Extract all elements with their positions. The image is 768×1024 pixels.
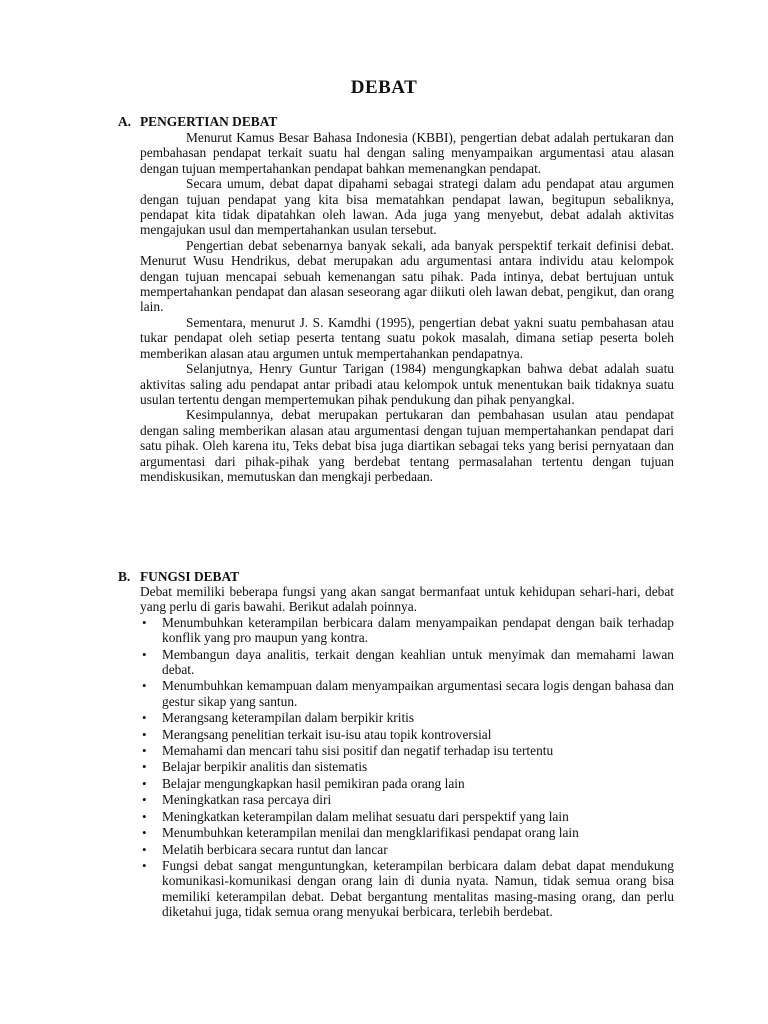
section-a-title: PENGERTIAN DEBAT: [140, 114, 278, 129]
section-a-letter: A.: [118, 114, 132, 129]
bullet-icon: •: [142, 614, 147, 630]
list-item: [140, 858, 674, 920]
bullet-icon: •: [142, 841, 147, 857]
bullet-icon: •: [142, 678, 147, 694]
list-item-text: Merangsang penelitian terkait isu-isu atau topik kontroversial: [162, 726, 492, 742]
list-item-text: Menumbuhkan keterampilan menilai dan mengklarifikasi pendapat orang lain: [162, 825, 579, 841]
section-b-body: [140, 584, 674, 921]
list-item: [140, 727, 674, 742]
list-item: [140, 825, 674, 840]
list-item-text: Merangsang keterampilan dalam berpikir kritis: [162, 710, 415, 726]
list-item-text: Membangun daya analitis, terkait dengan keahlian untuk menyimak dan memahami lawan debat.: [162, 646, 674, 678]
list-item-text: Meningkatkan keterampilan dalam melihat sesuatu dari perspektif yang lain: [162, 808, 569, 824]
list-item-text: Memahami dan mencari tahu sisi positif dan negatif terhadap isu tertentu: [162, 743, 554, 759]
bullet-icon: •: [142, 808, 147, 824]
section-b-letter: B.: [118, 569, 131, 584]
section-a-heading: [118, 114, 277, 129]
section-a-body: [140, 130, 674, 484]
paragraph: Kesimpulannya, debat merupakan pertukaran dan pembahasan usulan atau pendapat dengan saling memberikan alasan atau argumentasi dengan tujuan mempertahankan pendapat dari satu pihak. Oleh karena itu, Teks debat bisa juga diartikan sebagai teks yang berisi pernyataan dan argumentasi dari pihak-pihak yang berdebat tentang permasalahan tertentu dengan tujuan mendiskusikan, memutuskan dan mengkaji perbedaan.: [140, 407, 674, 484]
bullet-icon: •: [142, 857, 147, 873]
section-b-intro: Debat memiliki beberapa fungsi yang akan sangat bermanfaat untuk kehidupan sehari-hari, debat yang perlu di garis bawahi. Berikut adalah poinnya.: [140, 584, 674, 615]
list-item: [140, 759, 674, 774]
section-b-heading: [118, 569, 239, 584]
bullet-icon: •: [142, 775, 147, 791]
paragraph: Sementara, menurut J. S. Kamdhi (1995), pengertian debat yakni suatu pembahasan atau tukar pendapat oleh setiap peserta tentang suatu pokok masalah, dimana setiap peserta boleh memberikan alasan atau argumen untuk mempertahankan pendapatnya.: [140, 314, 674, 361]
document-title: DEBAT: [350, 77, 418, 98]
section-b-title: FUNGSI DEBAT: [140, 569, 240, 584]
list-item: [140, 842, 674, 857]
list-item-text: Belajar mengungkapkan hasil pemikiran pada orang lain: [162, 775, 465, 791]
paragraph: Secara umum, debat dapat dipahami sebagai strategi dalam adu pendapat atau argumen dengan tujuan pendapat yang kita bisa mematahkan pendapat lawan, begitupun sebaliknya, pendapat kita tidak dipatahkan oleh lawan. Ada juga yang menyebut, debat adalah aktivitas mengajukan usul dan mempertahankan usulan tersebut.: [140, 176, 674, 238]
list-item-text: Belajar berpikir analitis dan sistematis: [162, 759, 368, 775]
list-item-text: Melatih berbicara secara runtut dan lancar: [162, 841, 388, 857]
list-item-text: Menumbuhkan keterampilan berbicara dalam menyampaikan pendapat dengan baik terhadap konflik yang pro maupun yang kontra.: [162, 614, 674, 646]
bullet-icon: •: [142, 759, 147, 775]
bullet-icon: •: [142, 825, 147, 841]
list-item: [140, 647, 674, 678]
paragraph: Pengertian debat sebenarnya banyak sekali, ada banyak perspektif terkait definisi debat. Menurut Wusu Hendrikus, debat merupakan adu argumentasi antara individu atau kelompok dengan tujuan mencapai sebuah kemenangan satu pihak. Pada intinya, debat bertujuan untuk mempertahankan pendapat dan alasan seseorang agar diikuti oleh lawan debat, pengikut, dan orang lain.: [140, 237, 674, 315]
bullet-icon: •: [142, 743, 147, 759]
list-item: [140, 809, 674, 824]
bullet-icon: •: [142, 710, 147, 726]
list-item: [140, 710, 674, 725]
bullet-icon: •: [142, 726, 147, 742]
bullet-icon: •: [142, 792, 147, 808]
list-item-text: Meningkatkan rasa percaya diri: [162, 792, 332, 808]
paragraph: Selanjutnya, Henry Guntur Tarigan (1984) mengungkapkan bahwa debat adalah suatu aktivitas saling adu pendapat antar pribadi atau kelompok untuk menentukan baik tidaknya suatu usulan tertentu dengan mempertemukan pihak pendukung dan pihak penyangkal.: [140, 361, 674, 407]
paragraph: Menurut Kamus Besar Bahasa Indonesia (KBBI), pengertian debat adalah pertukaran dan pembahasan pendapat terkait suatu hal dengan saling menyampaikan argumentasi atau alasan dengan tujuan mempertahankan pendapat bahkan memenangkan pendapat.: [140, 130, 674, 176]
list-item-text: Menumbuhkan kemampuan dalam menyampaikan argumentasi secara logis dengan bahasa dan gestur sikap yang santun.: [162, 678, 674, 709]
list-item: [140, 743, 674, 758]
list-item: [140, 792, 674, 807]
bullet-icon: •: [142, 646, 147, 662]
list-item: [140, 615, 674, 646]
list-item-text: Fungsi debat sangat menguntungkan, keterampilan berbicara dalam debat dapat mendukung komunikasi-komunikasi dengan orang lain di dunia nyata. Namun, tidak semua orang bisa memiliki keterampilan debat. Debat bergantung mentalitas masing-masing orang, dan perlu diketahui juga, tidak semua orang menyukai berbicara, terlebih berdebat.: [162, 857, 674, 920]
function-list: [140, 615, 674, 920]
list-item: [140, 678, 674, 709]
list-item: [140, 776, 674, 791]
